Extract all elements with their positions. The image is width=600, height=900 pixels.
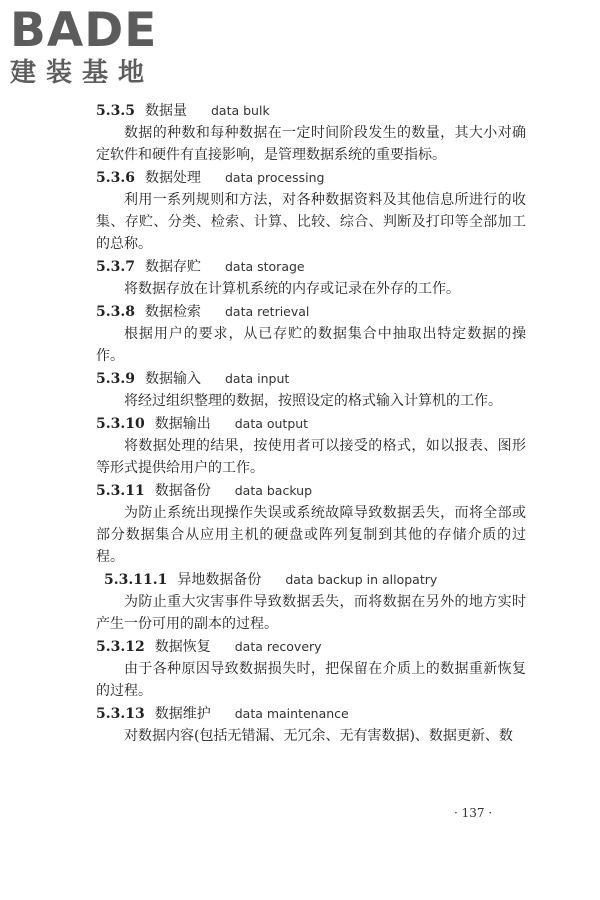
term-chinese: 数据输出 xyxy=(154,416,211,432)
term-english: data retrieval xyxy=(224,304,310,319)
term-definition: 为防止重大灾害事件导致数据丢失，而将数据在另外的地方实时产生一份可用的副本的过程。 xyxy=(96,594,526,632)
term-number: 5.3.13 xyxy=(96,706,145,722)
term-heading xyxy=(96,100,526,122)
term-number: 5.3.8 xyxy=(96,304,135,320)
term-number: 5.3.5 xyxy=(96,103,135,119)
term-number: 5.3.7 xyxy=(96,259,135,275)
term-definition: 为防止系统出现操作失误或系统故障导致数据丢失，而将全部或部分数据集合从应用主机的硬盘或阵列复制到其他的存储介质的过程。 xyxy=(96,505,526,565)
term-chinese: 数据量 xyxy=(144,103,187,119)
term-heading xyxy=(96,569,526,591)
term-english: data bulk xyxy=(210,103,270,118)
term-chinese: 数据检索 xyxy=(144,304,201,320)
term-english: data output xyxy=(234,416,309,431)
term-heading xyxy=(96,256,526,278)
term-definition: 将数据处理的结果，按使用者可以接受的格式，如以报表、图形等形式提供给用户的工作。 xyxy=(96,438,526,476)
term-definition: 将数据存放在计算机系统的内存或记录在外存的工作。 xyxy=(124,281,460,297)
term-english: data processing xyxy=(224,170,325,185)
term-english: data maintenance xyxy=(234,706,349,721)
term-definition: 数据的种数和每种数据在一定时间阶段发生的数量，其大小对确定软件和硬件有直接影响，是管理数据系统的重要指标。 xyxy=(96,125,526,163)
term-chinese: 异地数据备份 xyxy=(177,572,262,588)
page-number: · 137 · xyxy=(454,806,493,820)
logo-subtitle: 建装基地 xyxy=(10,58,155,88)
term-chinese: 数据备份 xyxy=(154,483,211,499)
term-definition: 由于各种原因导致数据损失时，把保留在介质上的数据重新恢复的过程。 xyxy=(96,661,526,699)
term-heading xyxy=(96,301,526,323)
term-number: 5.3.12 xyxy=(96,639,145,655)
term-chinese: 数据存贮 xyxy=(144,259,201,275)
term-number: 5.3.11 xyxy=(96,483,145,499)
logo xyxy=(10,3,175,96)
term-english: data input xyxy=(224,371,290,386)
term-chinese: 数据输入 xyxy=(144,371,201,387)
document-body xyxy=(96,100,526,748)
term-number: 5.3.11.1 xyxy=(104,572,168,588)
term-definition: 根据用户的要求，从已存贮的数据集合中抽取出特定数据的操作。 xyxy=(96,326,526,364)
term-heading xyxy=(96,636,526,658)
term-english: data recovery xyxy=(234,639,322,654)
term-heading xyxy=(96,703,526,725)
term-chinese: 数据处理 xyxy=(144,170,201,186)
term-number: 5.3.10 xyxy=(96,416,145,432)
term-number: 5.3.6 xyxy=(96,170,135,186)
term-definition: 将经过组织整理的数据，按照设定的格式输入计算机的工作。 xyxy=(124,393,502,409)
term-heading xyxy=(96,167,526,189)
term-heading xyxy=(96,413,526,435)
term-heading xyxy=(96,480,526,502)
term-english: data backup xyxy=(234,483,313,498)
term-chinese: 数据维护 xyxy=(154,706,211,722)
term-definition: 对数据内容(包括无错漏、无冗余、无有害数据)、数据更新、数 xyxy=(124,728,513,744)
term-definition: 利用一系列规则和方法，对各种数据资料及其他信息所进行的收集、存贮、分类、检索、计算、比较、综合、判断及打印等全部加工的总称。 xyxy=(96,192,526,252)
term-chinese: 数据恢复 xyxy=(154,639,211,655)
term-number: 5.3.9 xyxy=(96,371,135,387)
logo-wordmark: BADE xyxy=(10,3,158,58)
term-english: data storage xyxy=(224,259,305,274)
term-english: data backup in allopatry xyxy=(285,572,438,587)
term-heading xyxy=(96,368,526,390)
